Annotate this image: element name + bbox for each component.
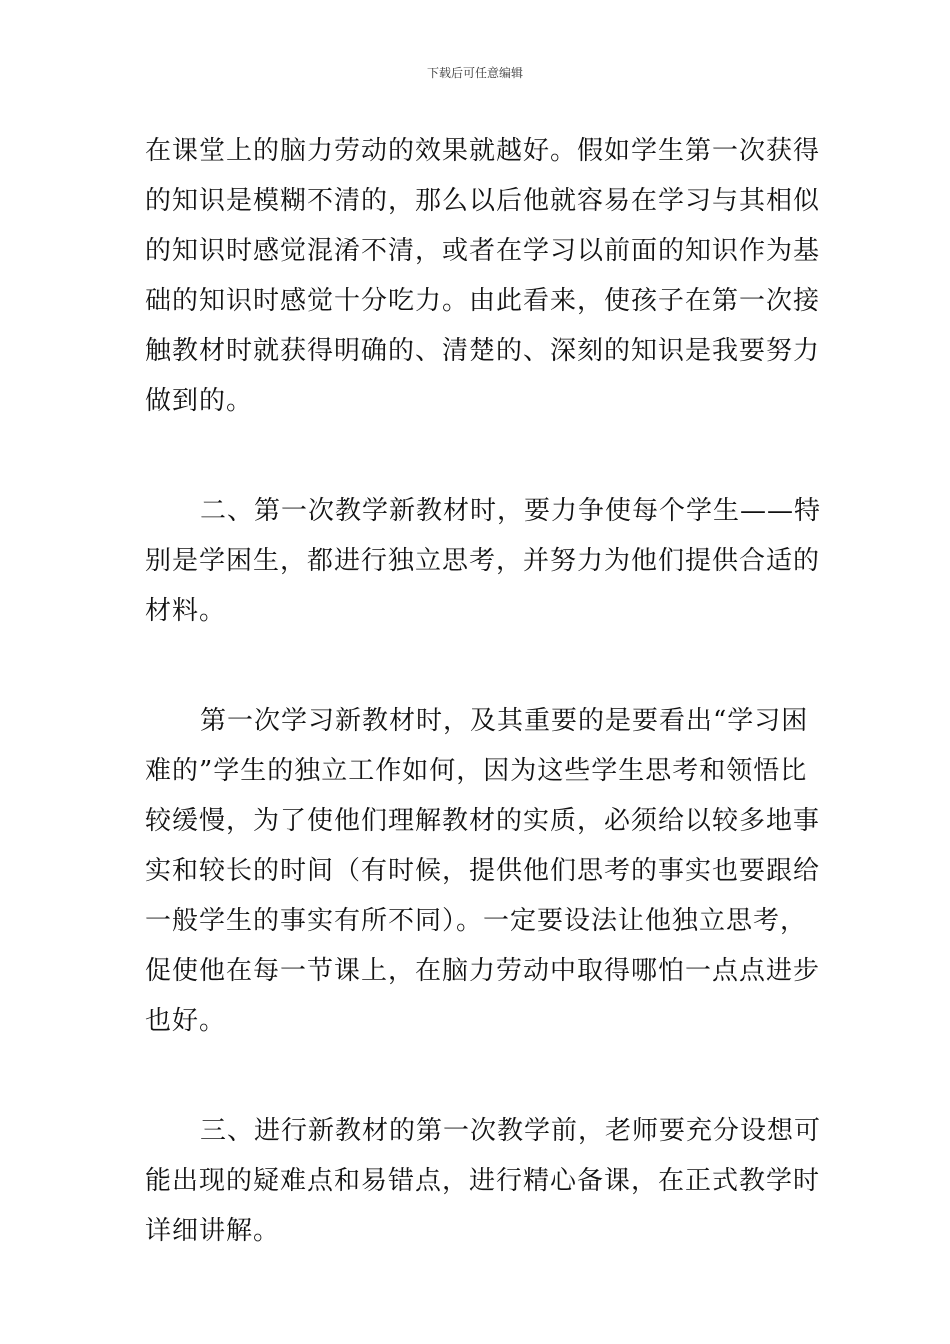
text-line: 较缓慢，为了使他们理解教材的实质，必须给以较多地事 <box>145 806 821 836</box>
text-line: 础的知识时感觉十分吃力。由此看来，使孩子在第一次接 <box>145 286 821 316</box>
paragraph-section-two <box>145 486 822 636</box>
text-line: 在课堂上的脑力劳动的效果就越好。假如学生第一次获得 <box>145 136 821 166</box>
document-body <box>145 126 822 1256</box>
text-line: 的知识是模糊不清的，那么以后他就容易在学习与其相似 <box>145 186 821 216</box>
text-line: 难的”学生的独立工作如何，因为这些学生思考和领悟比 <box>145 756 808 786</box>
text-line: 也好。 <box>145 1006 227 1036</box>
paragraph-struggling-students <box>145 696 821 1046</box>
text-line: 第一次学习新教材时，及其重要的是要看出“学习困 <box>200 706 809 736</box>
text-line: 触教材时就获得明确的、清楚的、深刻的知识是我要努力 <box>145 336 821 366</box>
text-line: 详细讲解。 <box>145 1216 281 1246</box>
text-line: 实和较长的时间（有时候，提供他们思考的事实也要跟给 <box>145 856 821 886</box>
text-line: 做到的。 <box>145 386 254 416</box>
page-header-note: 下载后可任意编辑 <box>426 66 523 80</box>
paragraph-section-three <box>145 1106 822 1256</box>
text-line: 促使他在每一节课上，在脑力劳动中取得哪怕一点点进步 <box>145 956 821 986</box>
text-line: 一般学生的事实有所不同）。一定要设法让他独立思考， <box>145 906 808 936</box>
text-line: 别是学困生，都进行独立思考，并努力为他们提供合适的 <box>145 546 821 576</box>
text-line: 能出现的疑难点和易错点，进行精心备课，在正式教学时 <box>145 1166 821 1196</box>
text-line: 三、进行新教材的第一次教学前，老师要充分设想可 <box>200 1116 822 1146</box>
text-line: 的知识时感觉混淆不清，或者在学习以前面的知识作为基 <box>145 236 821 266</box>
text-line: 二、第一次教学新教材时，要力争使每个学生——特 <box>200 496 822 526</box>
paragraph-continuation <box>145 126 821 426</box>
text-line: 材料。 <box>145 596 227 626</box>
